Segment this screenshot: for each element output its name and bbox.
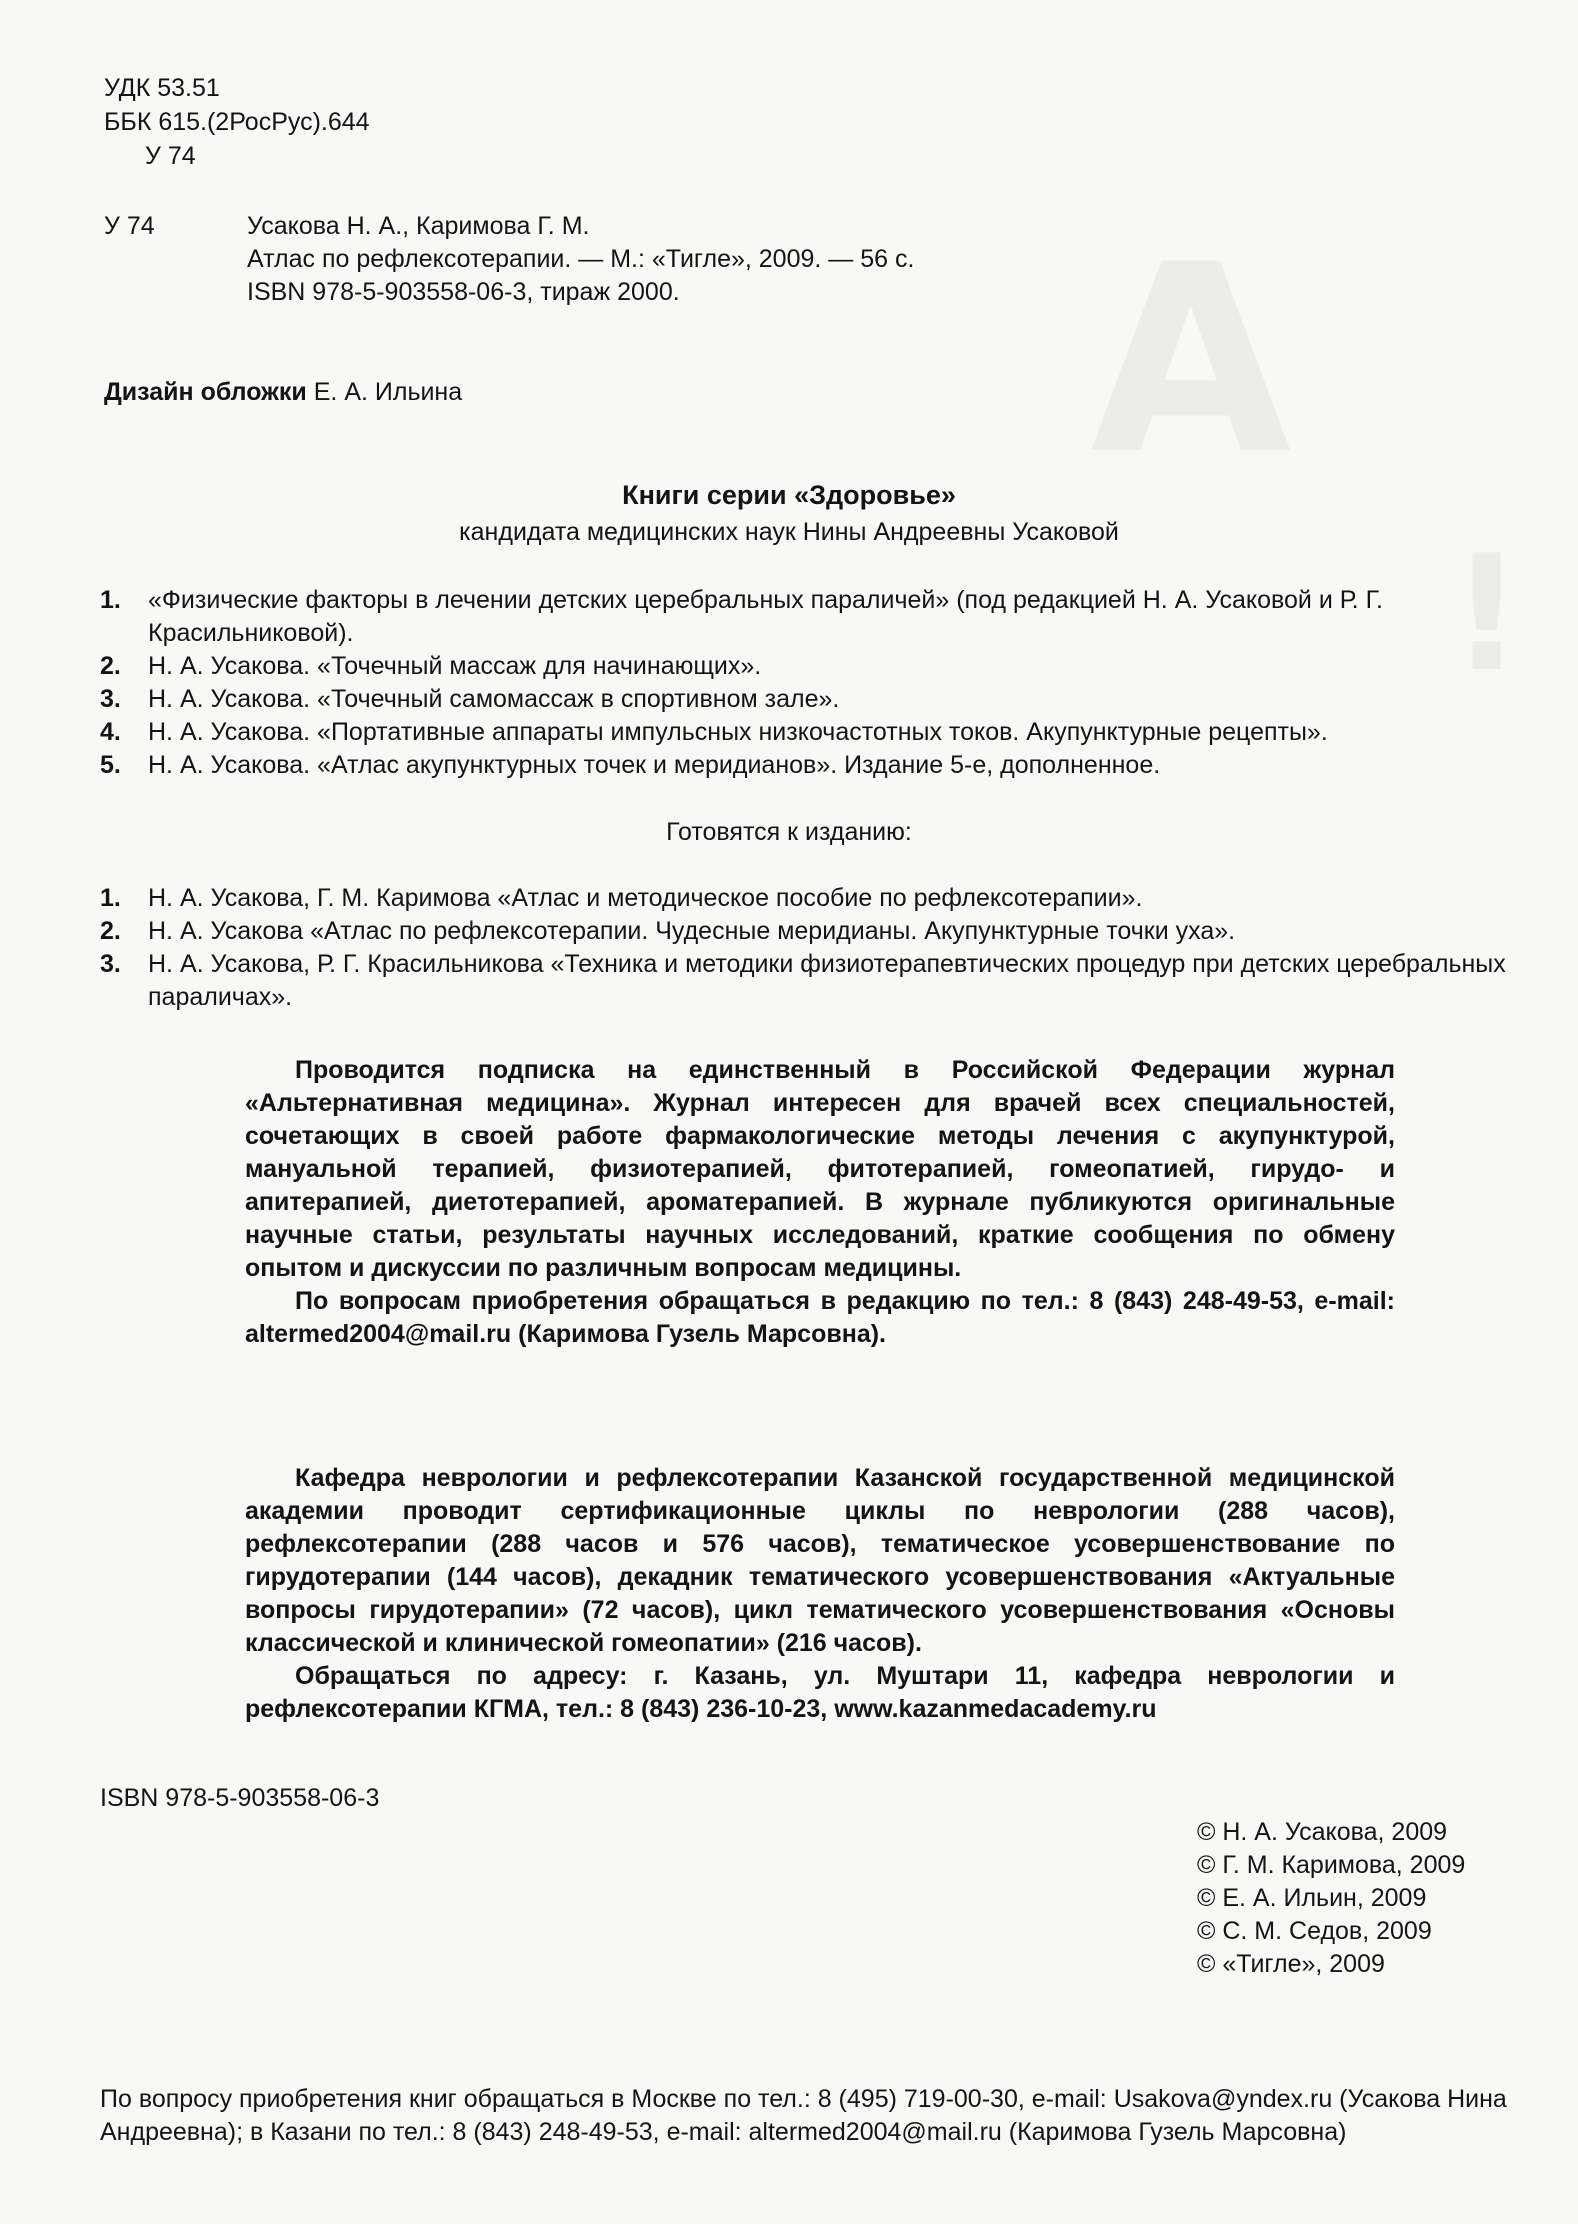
journal-paragraph: Проводится подписка на единственный в Российской Федерации журнал «Альтернативная медицина». Журнал интересен для врачей всех специальностей, сочетающих в своей работе фармакологические методы лечения с акупунктурой, мануальной терапией, физиотерапией, фитотерапией, гомеопатией, гирудо- и апитерапией, диетотерапией, ароматерапией. В журнале публикуются оригинальные научные статьи, результаты научных исследований, краткие сообщения по обмену опытом и дискуссии по различным вопросам медицины.: [245, 1056, 1395, 1282]
list-item: [100, 882, 1520, 915]
biblio-title: Атлас по рефлексотерапии. — М.: «Тигле», 2009. — 56 с.: [247, 245, 915, 273]
biblio-authors: Усакова Н. А., Каримова Г. М.: [247, 212, 590, 240]
department-contact: Обращаться по адресу: г. Казань, ул. Муштари 11, кафедра неврологии и рефлексотерапии КГМА, тел.: 8 (843) 236-10-23, www.kazanmedacademy.ru: [245, 1662, 1395, 1723]
copyright-line: © Е. А. Ильин, 2009: [1197, 1884, 1427, 1912]
list-text: Н. А. Усакова, Г. М. Каримова «Атлас и методическое пособие по рефлексотерапии».: [148, 884, 1143, 912]
list-text: «Физические факторы в лечении детских церебральных параличей» (под редакцией Н. А. Усаковой и Р. Г. Красильниковой).: [148, 586, 1383, 647]
journal-notice: [245, 1054, 1395, 1351]
cover-design-label: Дизайн обложки: [104, 378, 307, 406]
bbk-code: ББК 615.(2РосРус).644: [104, 108, 370, 136]
list-number: 5.: [100, 751, 121, 779]
biblio-record: [247, 210, 914, 309]
list-number: 2.: [100, 917, 121, 945]
list-number: 3.: [100, 685, 121, 713]
list-item: [100, 716, 1520, 749]
list-text: Н. А. Усакова, Р. Г. Красильникова «Техника и методики физиотерапевтических процедур при детских церебральных параличах».: [148, 950, 1506, 1011]
biblio-mark: У 74: [104, 212, 155, 240]
udk-code: УДК 53.51: [104, 74, 220, 102]
bleed-through-mark: A: [1090, 210, 1292, 512]
journal-contact: По вопросам приобретения обращаться в редакцию по тел.: 8 (843) 248-49-53, e-mail: altermed2004@mail.ru (Каримова Гузель Марсовна).: [245, 1287, 1395, 1348]
copyright-block: [1197, 1816, 1465, 1981]
upcoming-list: [100, 882, 1520, 1014]
list-number: 3.: [100, 950, 121, 978]
copyright-line: © «Тигле», 2009: [1197, 1950, 1385, 1978]
cover-design-name: Е. А. Ильина: [313, 378, 463, 406]
author-mark: У 74: [145, 142, 196, 170]
list-item: [100, 915, 1520, 948]
copyright-line: © Г. М. Каримова, 2009: [1197, 1851, 1466, 1879]
copyright-line: © Н. А. Усакова, 2009: [1197, 1818, 1448, 1846]
bleed-through-mark: !: [1450, 520, 1523, 707]
list-text: Н. А. Усакова. «Точечный массаж для начинающих».: [148, 652, 762, 680]
isbn: ISBN 978-5-903558-06-3: [100, 1784, 380, 1812]
biblio-isbn: ISBN 978-5-903558-06-3, тираж 2000.: [247, 278, 680, 306]
cover-design-credit: [104, 376, 462, 409]
list-number: 2.: [100, 652, 121, 680]
list-item: [100, 584, 1520, 650]
list-item: [100, 749, 1520, 782]
series-title: Книги серии «Здоровье»: [622, 480, 956, 510]
list-number: 1.: [100, 884, 121, 912]
series-subtitle: кандидата медицинских наук Нины Андреевны Усаковой: [459, 518, 1119, 546]
copyright-line: © С. М. Седов, 2009: [1197, 1917, 1432, 1945]
series-list: [100, 584, 1520, 782]
list-item: [100, 948, 1520, 1014]
list-item: [100, 650, 1520, 683]
list-text: Н. А. Усакова. «Точечный самомассаж в спортивном зале».: [148, 685, 840, 713]
department-paragraph: Кафедра неврологии и рефлексотерапии Казанской государственной медицинской академии проводит сертификационные циклы по неврологии (288 часов), рефлексотерапии (288 часов и 576 часов), тематическое усовершенствование по гирудотерапии (144 часов), декадник тематического усовершенствования «Актуальные вопросы гирудотерапии» (72 часов), цикл тематического усовершенствования «Основы классической и клинической гомеопатии» (216 часов).: [245, 1464, 1395, 1657]
department-notice: [245, 1462, 1395, 1726]
list-text: Н. А. Усакова «Атлас по рефлексотерапии. Чудесные меридианы. Акупунктурные точки уха».: [148, 917, 1236, 945]
list-number: 1.: [100, 586, 121, 614]
upcoming-title: Готовятся к изданию:: [666, 818, 912, 846]
purchase-footer: По вопросу приобретения книг обращаться в Москве по тел.: 8 (495) 719-00-30, e-mail: Usakova@yndex.ru (Усакова Нина Андреевна); в Казани по тел.: 8 (843) 248-49-53, e-mail: altermed2004@mail.ru (Каримова Гузель Марсовна): [100, 2085, 1507, 2146]
list-number: 4.: [100, 718, 121, 746]
list-item: [100, 683, 1520, 716]
list-text: Н. А. Усакова. «Атлас акупунктурных точек и меридианов». Издание 5-е, дополненное.: [148, 751, 1161, 779]
list-text: Н. А. Усакова. «Портативные аппараты импульсных низкочастотных токов. Акупунктурные рецепты».: [148, 718, 1328, 746]
